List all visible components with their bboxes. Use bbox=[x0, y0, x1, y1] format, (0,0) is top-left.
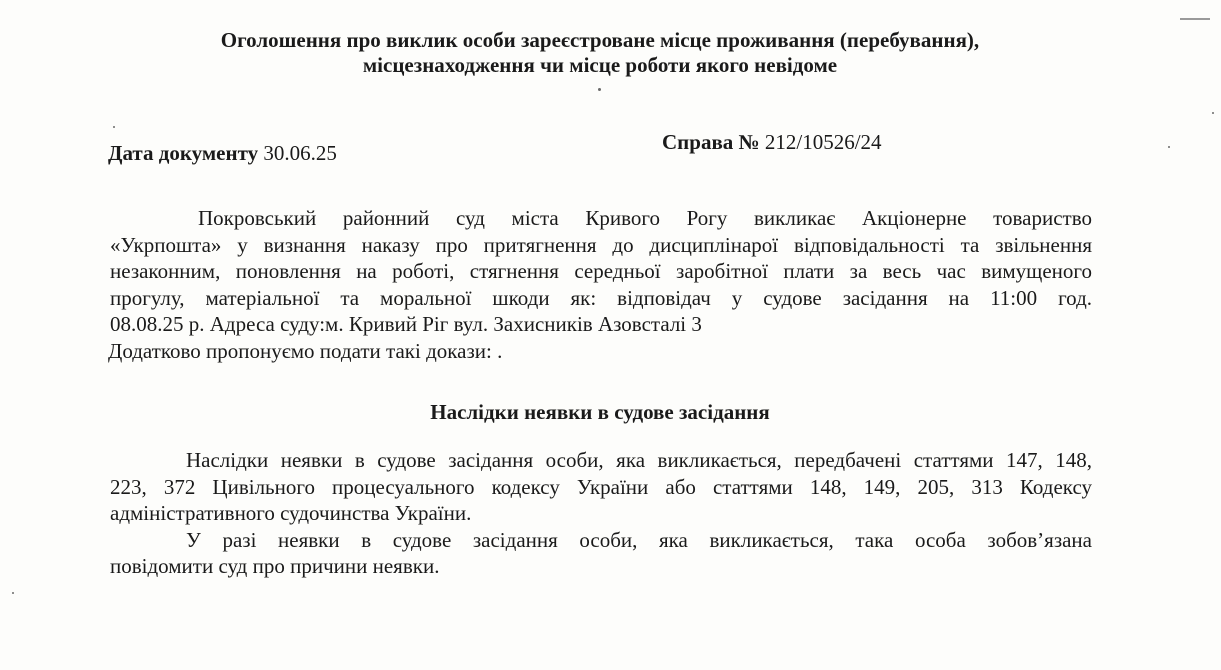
case-number bbox=[662, 130, 882, 155]
summons-line-6: Додатково пропонуємо подати такі докази: . bbox=[108, 338, 503, 363]
scan-speck bbox=[1168, 146, 1170, 148]
case-label: Справа № bbox=[662, 130, 760, 154]
consequences-heading: Наслідки неявки в судове засідання bbox=[430, 400, 770, 424]
scan-speck bbox=[113, 126, 115, 128]
consequences-line-5: повідомити суд про причини неявки. bbox=[110, 554, 440, 578]
document-title-line-2: місцезнаходження чи місце роботи якого невідоме bbox=[362, 53, 838, 77]
summons-paragraph bbox=[110, 205, 1092, 364]
summons-line-2: «Укрпошта» у визнання наказу про притягнення до дисциплінарої відповідальності та звільнення bbox=[110, 232, 1092, 257]
summons-line-4: прогулу, матеріальної та моральної шкоди як: відповідач у судове засідання на 11:00 год. bbox=[110, 285, 1092, 310]
scan-speck bbox=[12, 592, 14, 594]
scan-speck bbox=[1212, 112, 1214, 114]
document-date bbox=[108, 141, 337, 166]
scan-artifact-mark bbox=[1180, 18, 1210, 20]
summons-line-3: незаконним, поновлення на роботі, стягнення середньої заробітної плати за весь час вимущеного bbox=[110, 259, 1092, 283]
document-title-line-1: Оголошення про виклик особи зареєстроване місце проживання (перебування), bbox=[220, 28, 980, 52]
consequences-line-2: 223, 372 Цивільного процесуального кодексу України або статтями 148, 149, 205, 313 Кодексу bbox=[110, 474, 1092, 499]
consequences-line-4: У разі неявки в судове засідання особи, яка викликається, така особа зобов’язана bbox=[186, 527, 1092, 552]
consequences-line-3: адміністративного судочинства України. bbox=[110, 501, 472, 525]
case-value: 212/10526/24 bbox=[764, 130, 882, 154]
scan-speck bbox=[598, 88, 601, 91]
summons-line-5: 08.08.25 р. Адреса суду:м. Кривий Ріг вул. Захисників Азовсталі 3 bbox=[110, 312, 702, 336]
date-value: 30.06.25 bbox=[263, 141, 337, 165]
consequences-line-1: Наслідки неявки в судове засідання особи, яка викликається, передбачені статтями 147, 148, bbox=[186, 448, 1092, 472]
summons-line-1: Покровський районний суд міста Кривого Рогу викликає Акціонерне товариство bbox=[198, 206, 1092, 230]
consequences-paragraph bbox=[110, 447, 1092, 580]
date-label: Дата документу bbox=[108, 141, 259, 165]
